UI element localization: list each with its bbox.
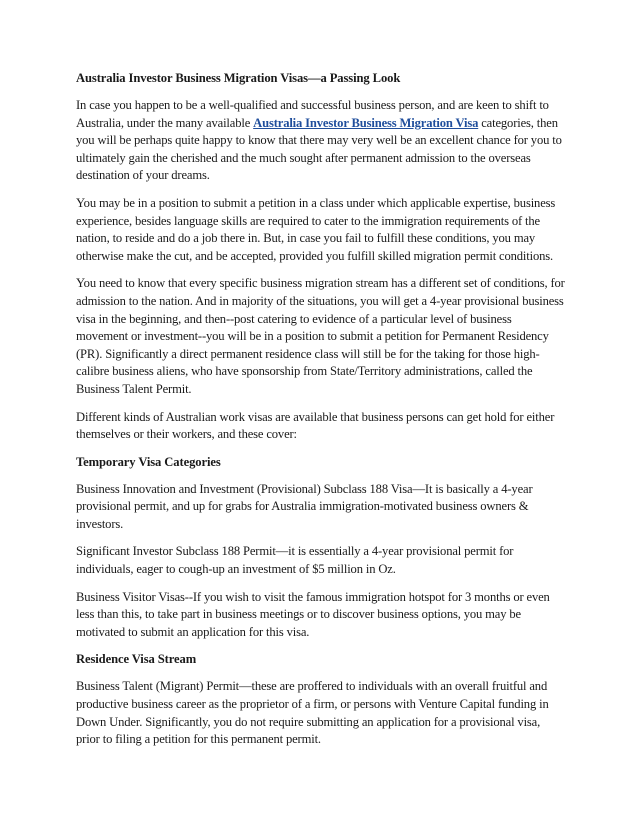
- paragraph-significant-investor: Significant Investor Subclass 188 Permit—it is essentially a 4-year provisional permit for individuals, eager to cough-up an investment of $5 million in Oz.: [76, 544, 514, 577]
- document-title: Australia Investor Business Migration Visas—a Passing Look: [76, 71, 401, 85]
- visa-link[interactable]: Australia Investor Business Migration Visa: [253, 115, 479, 130]
- paragraph-subclass-188-visa: Business Innovation and Investment (Provisional) Subclass 188 Visa—It is basically a 4-year provisional permit, and up for grabs for Australia immigration-motivated business owners & investors.: [76, 481, 533, 531]
- document-page: [76, 70, 566, 759]
- paragraph-streams: You need to know that every specific business migration stream has a different set of conditions, for admission to the nation. And in majority of the situations, you will get a 4-year provisional business visa in the beginning, and then--post catering to evidence of a particular level of business movement or investment--you will be in a position to submit a petition for Permanent Residency (PR). Significantly a direct permanent residence class will still be for the taking for those high-calibre business aliens, who have sponsorship from State/Territory administrations, called the Business Talent Permit.: [76, 276, 565, 396]
- intro-paragraph: [76, 97, 566, 185]
- paragraph-petition: You may be in a position to submit a petition in a class under which applicable expertise, business experience, besides language skills are required to cater to the immigration requirements of the nation, to reside and do a job there in. But, in case you fail to fulfill these conditions, you may otherwise make the cut, and be accepted, provided you fulfill skilled migration permit conditions.: [76, 195, 556, 263]
- section-heading-temporary: Temporary Visa Categories: [76, 454, 221, 469]
- paragraph-work-visas: Different kinds of Australian work visas are available that business persons can get hold for either themselves or their workers, and these cover:: [76, 409, 555, 442]
- intro-text-before: In case you happen to be a well-qualified and successful business person, and are keen to shift to Australia, under the many available: [76, 98, 549, 130]
- paragraph-business-talent: Business Talent (Migrant) Permit—these are proffered to individuals with an overall fruitful and productive business career as the proprietor of a firm, or persons with Venture Capital funding in Down Under. Significantly, you do not require submitting an application for a provisional visa, prior to filing a petition for this permanent permit.: [76, 679, 549, 747]
- intro-text-after: categories, then you will be perhaps quite happy to know that there may very well be an excellent chance for you to ultimately gain the cherished and the much sought after permanent admission to the overseas destination of your dreams.: [76, 115, 562, 183]
- paragraph-business-visitor: Business Visitor Visas--If you wish to visit the famous immigration hotspot for 3 months or even less than this, to take part in business meetings or to discover business options, you may be motivated to submit an application for this visa.: [76, 589, 550, 639]
- section-heading-residence: Residence Visa Stream: [76, 652, 197, 667]
